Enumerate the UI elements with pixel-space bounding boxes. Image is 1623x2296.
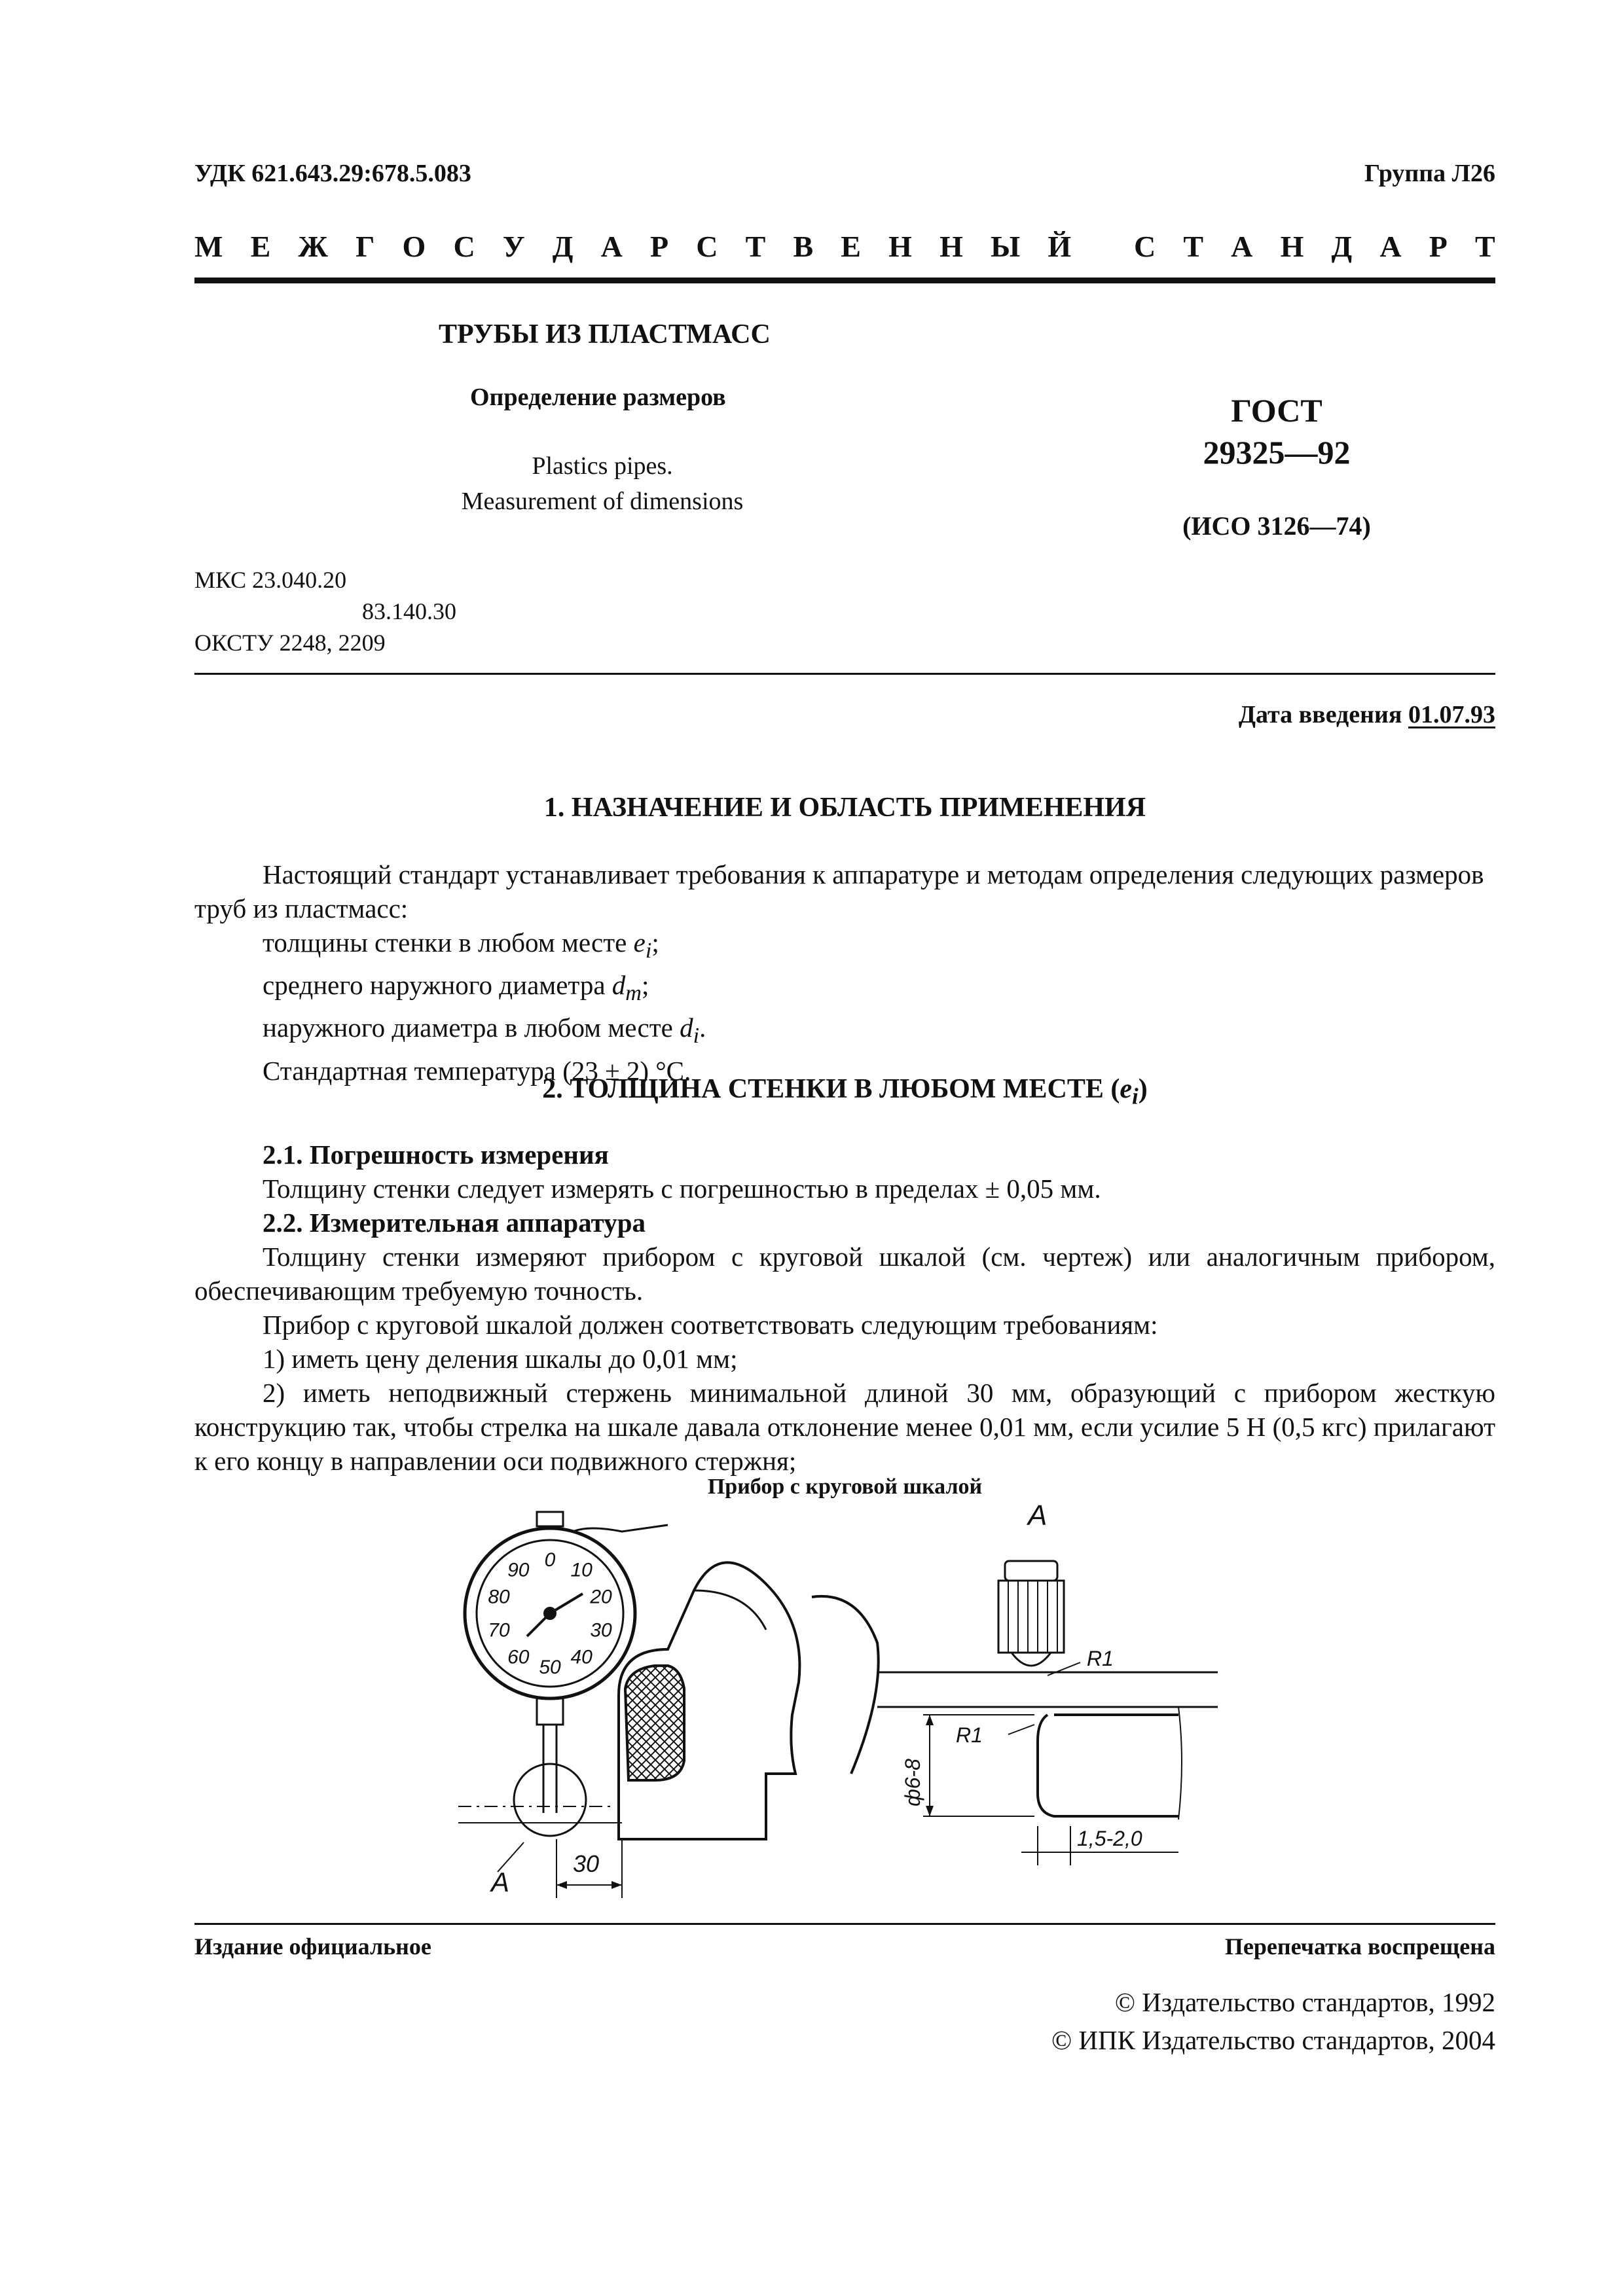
effective-date <box>1239 700 1495 729</box>
section-2-body <box>194 1138 1495 1478</box>
dial-scale-label: 0 <box>544 1549 556 1571</box>
subsection-2-2-requirements: Прибор с круговой шкалой должен соответствовать следующим требованиям: <box>263 1310 1158 1340</box>
banner-gap <box>1099 229 1106 264</box>
reprint-prohibited: Перепечатка воспрещена <box>1224 1933 1495 1960</box>
banner-letter: Т <box>745 230 766 263</box>
official-edition: Издание официальное <box>194 1933 431 1960</box>
list-item: наружного диаметра в любом месте $d_i$. <box>263 1013 706 1049</box>
document-title: ТРУБЫ ИЗ ПЛАСТМАСС <box>439 319 771 350</box>
group-code: Группа Л26 <box>1364 160 1495 187</box>
banner-letter: Й <box>1048 230 1072 263</box>
classification-codes <box>194 564 456 658</box>
banner-letter: Н <box>888 230 912 263</box>
section-1-heading: 1. НАЗНАЧЕНИЕ И ОБЛАСТЬ ПРИМЕНЕНИЯ <box>543 793 1146 823</box>
gost-code: 29325—92 <box>1203 434 1351 471</box>
banner-letter: У <box>502 230 525 263</box>
banner-letter: А <box>1379 230 1402 263</box>
dial-scale-label: 90 <box>507 1559 530 1581</box>
header-rule <box>194 278 1495 283</box>
banner-letter: Н <box>1280 230 1304 263</box>
title-rule <box>194 673 1495 675</box>
dimension-30-label: 30 <box>573 1850 600 1877</box>
dial-scale-label: 50 <box>539 1657 561 1678</box>
banner-letter: А <box>1231 230 1253 263</box>
dial-gauge-drawing <box>458 1499 1218 1918</box>
subsection-2-1-title: 2.1. Погрешность измерения <box>263 1139 609 1170</box>
subsection-2-1-text: Толщину стенки следует измерять с погрешностью в пределах ± 0,05 мм. <box>263 1174 1101 1204</box>
section-1-paragraph: Настоящий стандарт устанавливает требования к аппаратуре и методам определения следующих размеров труб из пластмасс: <box>194 859 1484 924</box>
banner-letter: С <box>696 230 718 263</box>
copyright <box>1051 1983 1495 2059</box>
detail-a-drawing <box>877 1561 1218 1865</box>
banner-letter: Р <box>1429 230 1448 263</box>
banner-letter: А <box>600 230 623 263</box>
grip-hatching <box>625 1666 684 1780</box>
banner-letter: Е <box>841 230 861 263</box>
iso-reference: (ИСО 3126—74) <box>1182 511 1371 541</box>
banner-letter: Т <box>1183 230 1204 263</box>
dial-scale-label: 70 <box>488 1619 510 1641</box>
banner-letter: Т <box>1474 230 1495 263</box>
dial-scale-label: 80 <box>488 1586 510 1608</box>
requirement-2: 2) иметь неподвижный стержень минимальной длиной 30 мм, образующий с прибором жесткую конструкцию так, чтобы стрелка на шкале давала отклонение менее 0,01 мм, если усилие 5 Н (0,5 кгс) прилагают к его концу в направлении оси подвижного стержня; <box>194 1378 1495 1476</box>
section-1-body <box>194 857 1495 1088</box>
banner-letter: Ж <box>298 230 328 263</box>
interstate-standard-banner <box>194 229 1495 264</box>
banner-letter: Д <box>1331 230 1353 263</box>
okstu-code: ОКСТУ 2248, 2209 <box>194 630 386 656</box>
list-item: среднего наружного диаметра $d_m$; <box>263 970 649 1006</box>
udk-code: УДК 621.643.29:678.5.083 <box>194 160 471 187</box>
banner-letter: В <box>793 230 814 263</box>
gauge-stem <box>458 1698 622 1836</box>
gost-label: ГОСТ <box>1231 392 1322 429</box>
radius-top-label: R1 <box>1087 1647 1114 1670</box>
effective-date-value: 01.07.93 <box>1408 701 1495 728</box>
dial-scale-label: 40 <box>570 1646 593 1668</box>
english-title-line1: Plastics pipes. <box>532 452 673 480</box>
footer-rule <box>194 1923 1495 1925</box>
banner-letter: С <box>453 230 475 263</box>
subsection-2-2-title: 2.2. Измерительная аппаратура <box>263 1208 646 1238</box>
banner-letter: Г <box>356 230 375 263</box>
range-label: 1,5-2,0 <box>1077 1827 1142 1850</box>
banner-letter: Н <box>939 230 963 263</box>
diameter-label: ф6-8 <box>901 1759 924 1806</box>
english-title <box>426 448 779 519</box>
mks-code-second: 83.140.30 <box>362 598 456 624</box>
banner-letter: М <box>194 230 223 263</box>
dial-scale-label: 10 <box>570 1559 593 1581</box>
banner-letter: С <box>1133 230 1156 263</box>
banner-letter: Е <box>250 230 271 263</box>
english-title-line2: Measurement of dimensions <box>461 488 744 515</box>
dial-scale-label: 20 <box>590 1586 612 1608</box>
standard-temperature: Стандартная температура (23 ± 2) °С. <box>263 1055 691 1086</box>
banner-letter: Р <box>649 230 669 263</box>
radius-side-label: R1 <box>956 1723 983 1747</box>
copyright-line-2: © ИПК Издательство стандартов, 2004 <box>1051 2025 1495 2055</box>
mks-code: МКС 23.040.20 <box>194 567 347 593</box>
banner-letter: О <box>402 230 426 263</box>
dial-scale-label: 60 <box>507 1646 530 1668</box>
requirement-1: 1) иметь цену деления шкалы до 0,01 мм; <box>263 1344 738 1374</box>
figure-caption: Прибор с круговой шкалой <box>707 1475 983 1499</box>
subsection-2-2-text: Толщину стенки измеряют прибором с круговой шкалой (см. чертеж) или аналогичным прибором, обеспечивающим требуемую точность. <box>194 1242 1495 1306</box>
effective-date-label: Дата введения <box>1238 701 1408 728</box>
copyright-line-1: © Издательство стандартов, 1992 <box>1114 1987 1495 2017</box>
banner-letter: Д <box>552 230 574 263</box>
detail-a-label: A <box>1028 1499 1048 1532</box>
section-2-heading: 2. ТОЛЩИНА СТЕНКИ В ЛЮБОМ МЕСТЕ $(e_i)$ <box>542 1074 1148 1109</box>
view-a-label: A <box>491 1867 510 1897</box>
banner-letter: Ы <box>991 230 1021 263</box>
list-item: толщины стенки в любом месте $e_i$; <box>263 927 659 963</box>
document-subtitle: Определение размеров <box>470 384 726 411</box>
dial-scale-label: 30 <box>590 1619 612 1641</box>
gost-number <box>1152 389 1401 473</box>
